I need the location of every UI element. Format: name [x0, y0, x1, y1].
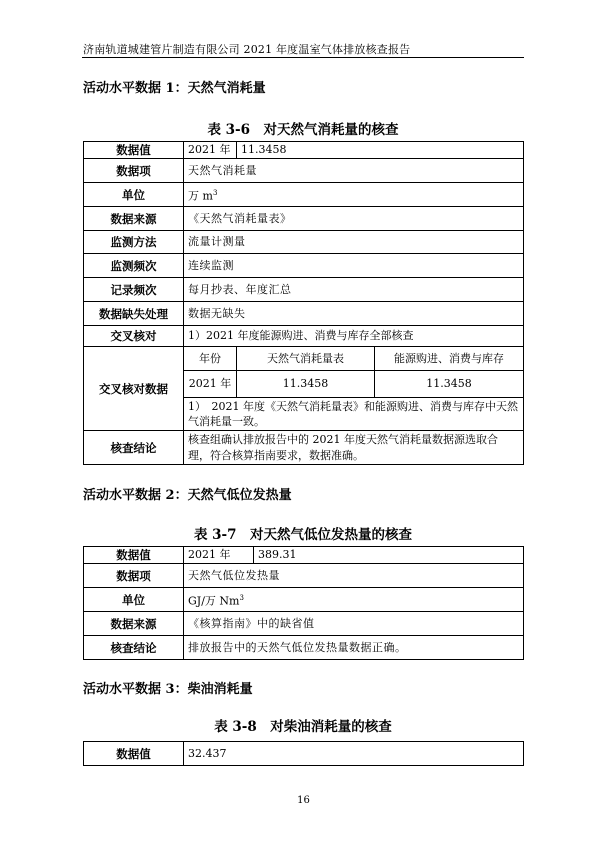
section-heading-natural-gas-lhv: 活动水平数据 2：天然气低位发热量 [83, 488, 292, 503]
data-value-cell: 11.3458 [237, 142, 524, 159]
cross-row-energy-inventory-value: 11.3458 [375, 371, 524, 398]
label-data-item: 数据项 [84, 159, 184, 183]
monitoring-frequency-cell: 连续监测 [184, 254, 524, 278]
recording-frequency-cell: 每月抄表、年度汇总 [184, 278, 524, 302]
table-caption-3-7: 表 3-7 对天然气低位发热量的核查 [193, 527, 413, 543]
data-value-cell: 32.437 [184, 742, 524, 766]
table-row [84, 231, 524, 254]
header-rule [82, 57, 524, 58]
table-3-7 [83, 546, 524, 660]
data-item-cell: 天然气消耗量 [184, 159, 524, 183]
table-caption-3-6: 表 3-6 对天然气消耗量的核查 [207, 122, 399, 138]
section-heading-natural-gas-consumption: 活动水平数据 1：天然气消耗量 [83, 81, 266, 96]
table-row [84, 547, 524, 564]
label-unit: 单位 [84, 183, 184, 207]
table-row [84, 612, 524, 636]
cross-row-gas-table-value: 11.3458 [237, 371, 375, 398]
unit-base: GJ/万 Nm [188, 594, 240, 608]
label-conclusion: 核查结论 [84, 636, 184, 660]
conclusion-cell: 排放报告中的天然气低位发热量数据正确。 [184, 636, 524, 660]
year-cell: 2021 年 [184, 547, 254, 564]
cross-header-gas-table: 天然气消耗量表 [237, 347, 375, 371]
table-row [84, 254, 524, 278]
data-source-cell: 《核算指南》中的缺省值 [184, 612, 524, 636]
table-row [84, 142, 524, 159]
table-row [84, 278, 524, 302]
unit-superscript: 3 [212, 188, 218, 197]
table-row [84, 183, 524, 207]
label-data-source: 数据来源 [84, 207, 184, 231]
table-row [84, 742, 524, 766]
label-recording-frequency: 记录频次 [84, 278, 184, 302]
year-cell: 2021 年 [184, 142, 237, 159]
label-data-value: 数据值 [84, 142, 184, 159]
cross-note-cell: 1） 2021 年度《天然气消耗量表》和能源购进、消费与库存中天然气消耗量一致。 [184, 398, 524, 431]
label-data-source: 数据来源 [84, 612, 184, 636]
table-row [84, 431, 524, 465]
unit-cell [184, 183, 524, 207]
table-caption-3-8: 表 3-8 对柴油消耗量的核查 [214, 719, 392, 735]
table-row [84, 159, 524, 183]
cross-check-cell: 1）2021 年度能源购进、消费与库存全部核查 [184, 326, 524, 347]
table-3-6 [83, 141, 524, 465]
conclusion-cell: 核查组确认排放报告中的 2021 年度天然气消耗量数据源选取合理，符合核算指南要求，数据准确。 [184, 431, 524, 465]
label-data-item: 数据项 [84, 564, 184, 588]
table-row [84, 588, 524, 612]
label-data-value: 数据值 [84, 742, 184, 766]
unit-base: 万 m [188, 189, 213, 203]
data-item-cell: 天然气低位发热量 [184, 564, 524, 588]
label-unit: 单位 [84, 588, 184, 612]
page-number: 16 [297, 795, 310, 806]
data-value-cell: 389.31 [254, 547, 524, 564]
table-row [84, 347, 524, 371]
table-3-8 [83, 741, 524, 766]
table-row [84, 302, 524, 326]
table-row [84, 207, 524, 231]
table-row [84, 564, 524, 588]
unit-superscript: 3 [239, 593, 244, 602]
monitoring-method-cell: 流量计测量 [184, 231, 524, 254]
table-row [84, 636, 524, 660]
unit-cell [184, 588, 524, 612]
label-data-value: 数据值 [84, 547, 184, 564]
data-source-cell: 《天然气消耗量表》 [184, 207, 524, 231]
table-row [84, 326, 524, 347]
label-monitoring-frequency: 监测频次 [84, 254, 184, 278]
section-heading-diesel-consumption: 活动水平数据 3：柴油消耗量 [83, 682, 253, 697]
running-header: 济南轨道城建管片制造有限公司 2021 年度温室气体排放核查报告 [83, 43, 411, 56]
label-monitoring-method: 监测方法 [84, 231, 184, 254]
label-missing-data: 数据缺失处理 [84, 302, 184, 326]
cross-header-year: 年份 [184, 347, 237, 371]
label-cross-check: 交叉核对 [84, 326, 184, 347]
label-conclusion: 核查结论 [84, 431, 184, 465]
missing-data-cell: 数据无缺失 [184, 302, 524, 326]
cross-row-year: 2021 年 [184, 371, 237, 398]
cross-header-energy-inventory: 能源购进、消费与库存 [375, 347, 524, 371]
label-cross-check-data: 交叉核对数据 [84, 347, 184, 431]
